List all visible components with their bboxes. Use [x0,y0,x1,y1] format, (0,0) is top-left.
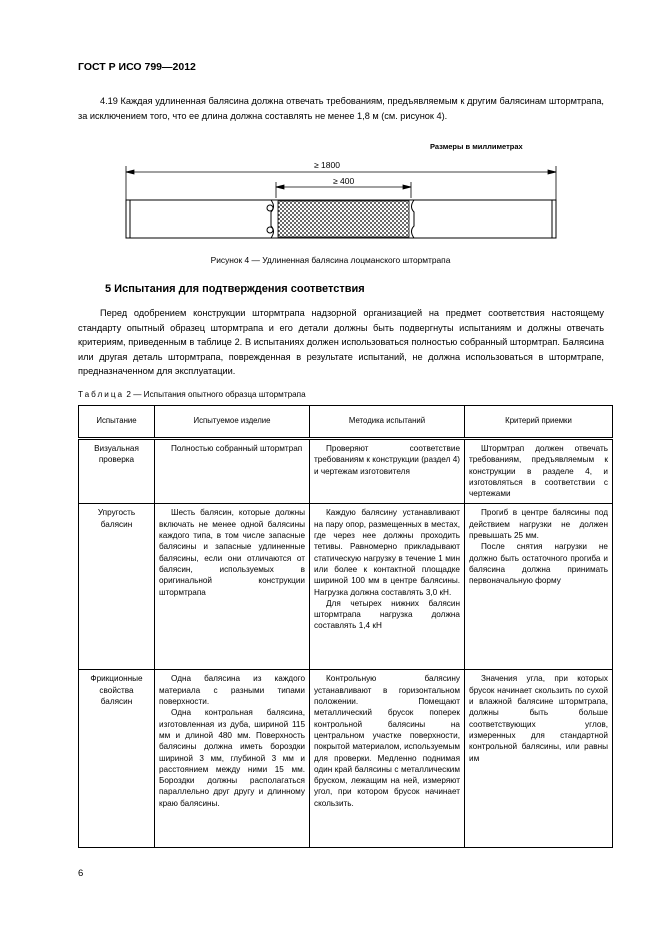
cell-method: Контрольную балясину устанавливают в горизонтальном положении. Помещают металлический брусок поперек контрольной балясины на центральном участке поверхности, покрытой материалом, используемым для проверки. Медленно поднимая один край балясины с металлическим бруском, лежащим на ней, измеряют угол, при котором брусок начинает скользить. [310,670,465,848]
header-test: Испытание [79,406,155,439]
table-row [79,504,613,670]
table-caption-rest: 2 — Испытания опытного образца штормтрапа [126,390,306,399]
table-row [79,439,613,504]
non-slip-surface [278,201,409,237]
cell-method: Проверяют соответствие требованиям к конструкции (раздел 4) и чертежам изготовителя [310,439,465,504]
page-number: 6 [78,868,84,879]
cell-criterion: Прогиб в центре балясины под действием нагрузки не должен превышать 25 мм. После снятия нагрузки не должно быть остаточного прогиба и балясина должна принимать первоначальную форму [465,504,613,670]
table-caption [78,390,306,399]
dimensions-note: Размеры в миллиметрах [430,142,523,151]
dim-total-label: ≥ 1800 [314,160,340,170]
section-title: 5 Испытания для подтверждения соответствия [105,283,365,295]
cell-item: Одна балясина из каждого материала с разными типами поверхности. Одна контрольная балясина, изготовленная из дуба, шириной 115 мм и длиной 480 мм. Поверхность балясины должна иметь бороздки шириной 3 мм, глубиной 3 мм и расстоянием между ними 15 мм. Бороздки должны располагаться параллельно друг другу и длинному краю балясины. [155,670,310,848]
cell-criterion: Значения угла, при которых брусок начинает скользить по сухой и влажной балясине штормтрапа, должны быть больше соответствующих углов, измеренных для стандартной контрольной балясины, или равны им [465,670,613,848]
cell-item: Шесть балясин, которые должны включать не менее одной балясины каждого типа, в том числе запасные балясины и запасные удлиненные балясины, если они отличаются от балясин, используемых в оригинальной конструкции штормтрапа [155,504,310,670]
standard-header: ГОСТ Р ИСО 799—2012 [78,61,196,73]
cell-criterion: Штормтрап должен отвечать требованиям, предъявляемым к конструкции в разделе 4, и изготовляться в соответствии с чертежами [465,439,613,504]
cell-test: Упругость балясин [79,504,155,670]
cell-test: Визуальная проверка [79,439,155,504]
figure-elongated-step [78,150,578,250]
figure-caption: Рисунок 4 — Удлиненная балясина лоцманского штормтрапа [210,255,451,265]
cell-method: Каждую балясину устанавливают на пару опор, размещенных в местах, где через нее должны проходить тетивы. Равномерно прикладывают статическую нагрузку в течение 1 мин или более к контактной площадке шириной 100 мм в центре балясины. Нагрузка должна составлять 3,0 кН. Для четырех нижних балясин штормтрапа нагрузка должна составлять 1,4 кН [310,504,465,670]
table-row [79,670,613,848]
tests-table [78,405,613,848]
dim-grip-label: ≥ 400 [333,176,355,186]
cell-test: Фрикционные свойства балясин [79,670,155,848]
header-item: Испытуемое изделие [155,406,310,439]
table-header-row [79,406,613,439]
clause-4-19: 4.19 Каждая удлиненная балясина должна отвечать требованиям, предъявляемым к другим балясинам штормтрапа, за исключением того, что ее длина должна составлять не менее 1,8 м (см. рисунок 4). [78,96,604,121]
table-caption-word: Таблица [78,390,125,399]
section-paragraph: Перед одобрением конструкции штормтрапа надзорной организацией на предмет соответствия настоящему стандарту опытный образец штормтрапа и его детали должны быть подвергнуты испытаниям и должны отвечать критериям, приведенным в таблице 2. В испытаниях должен использоваться полностью собранный штормтрап. Балясина или другая деталь штормтрапа, поврежденная в результате испытаний, не должна использоваться в штормтрапе, предназначенном для эксплуатации. [78,308,604,377]
header-method: Методика испытаний [310,406,465,439]
header-criterion: Критерий приемки [465,406,613,439]
cell-item: Полностью собранный штормтрап [155,439,310,504]
